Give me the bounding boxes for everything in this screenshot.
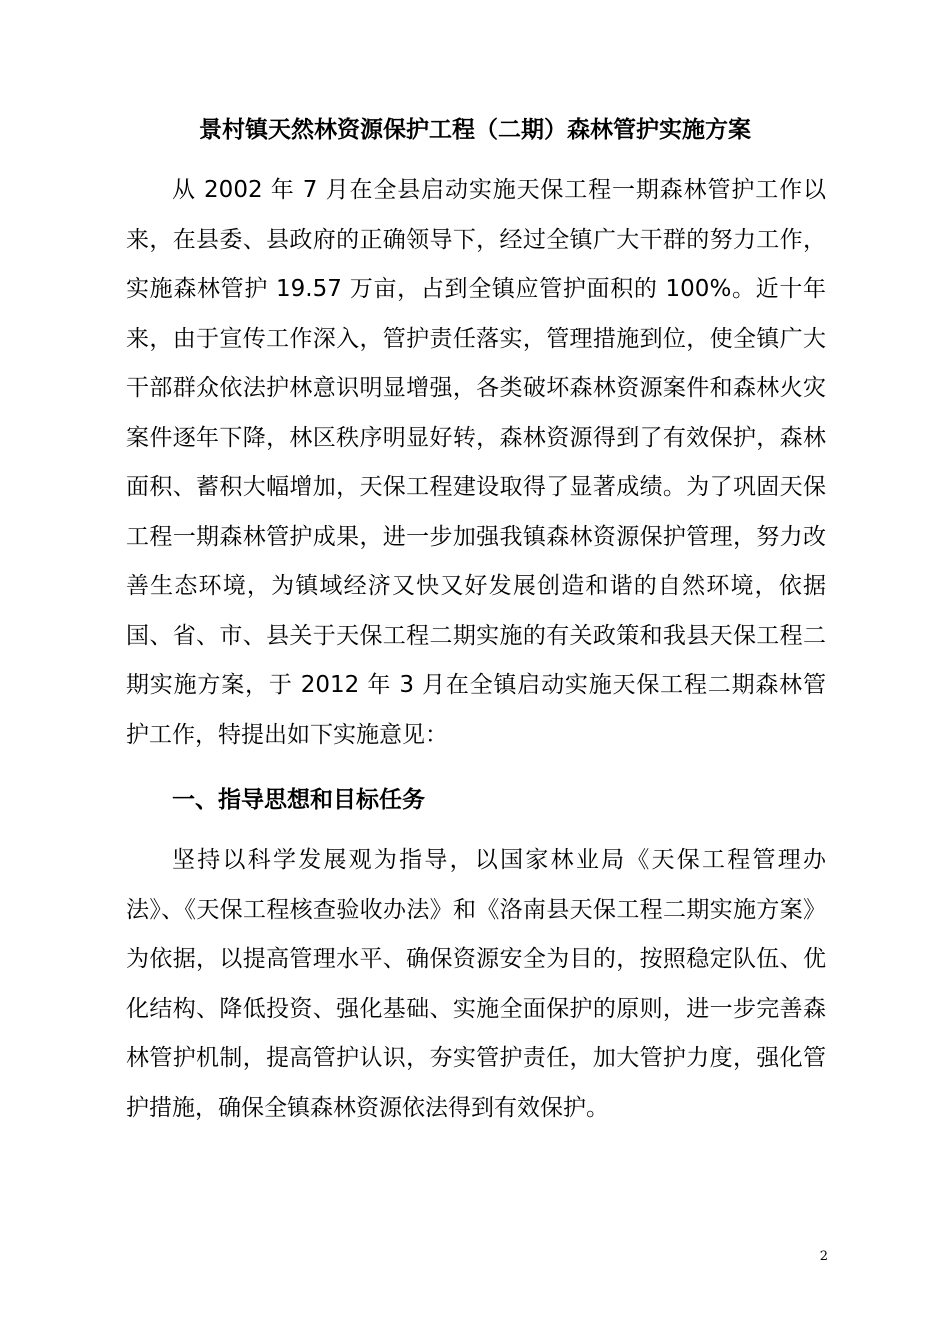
section-1-heading: 一、指导思想和目标任务 [172, 787, 425, 813]
document-title: 景村镇天然林资源保护工程（二期）森林管护实施方案 [199, 117, 751, 143]
intro-paragraph: 从 2002 年 7 月在全县启动实施天保工程一期森林管护工作以来，在县委、县政府的正确领导下，经过全镇广大干群的努力工作，实施森林管护 19.57 万亩，占到全镇应管护面积的 100%。近十年来，由于宣传工作深入，管护责任落实，管理措施到位，使全镇广大干部群众依法护林意识明显增强，各类破坏森林资源案件和森林火灾案件逐年下降，林区秩序明显好转，森林资源得到了有效保护，森林面积、蓄积大幅增加，天保工程建设取得了显著成绩。为了巩固天保工程一期森林管护成果，进一步加强我镇森林资源保护管理，努力改善生态环境，为镇域经济又快又好发展创造和谐的自然环境，依据国、省、市、县关于天保工程二期实施的有关政策和我县天保工程二期实施方案，于 2012 年 3 月在全镇启动实施天保工程二期森林管护工作，特提出如下实施意见： [126, 177, 826, 748]
section-1-paragraph: 坚持以科学发展观为指导，以国家林业局《天保工程管理办法》、《天保工程核查验收办法》和《洛南县天保工程二期实施方案》为依据，以提高管理水平、确保资源安全为目的，按照稳定队伍、优化结构、降低投资、强化基础、实施全面保护的原则，进一步完善森林管护机制，提高管护认识，夯实管护责任，加大管护力度，强化管护措施，确保全镇森林资源依法得到有效保护。 [126, 847, 826, 1121]
page-number: 2 [819, 1249, 828, 1264]
